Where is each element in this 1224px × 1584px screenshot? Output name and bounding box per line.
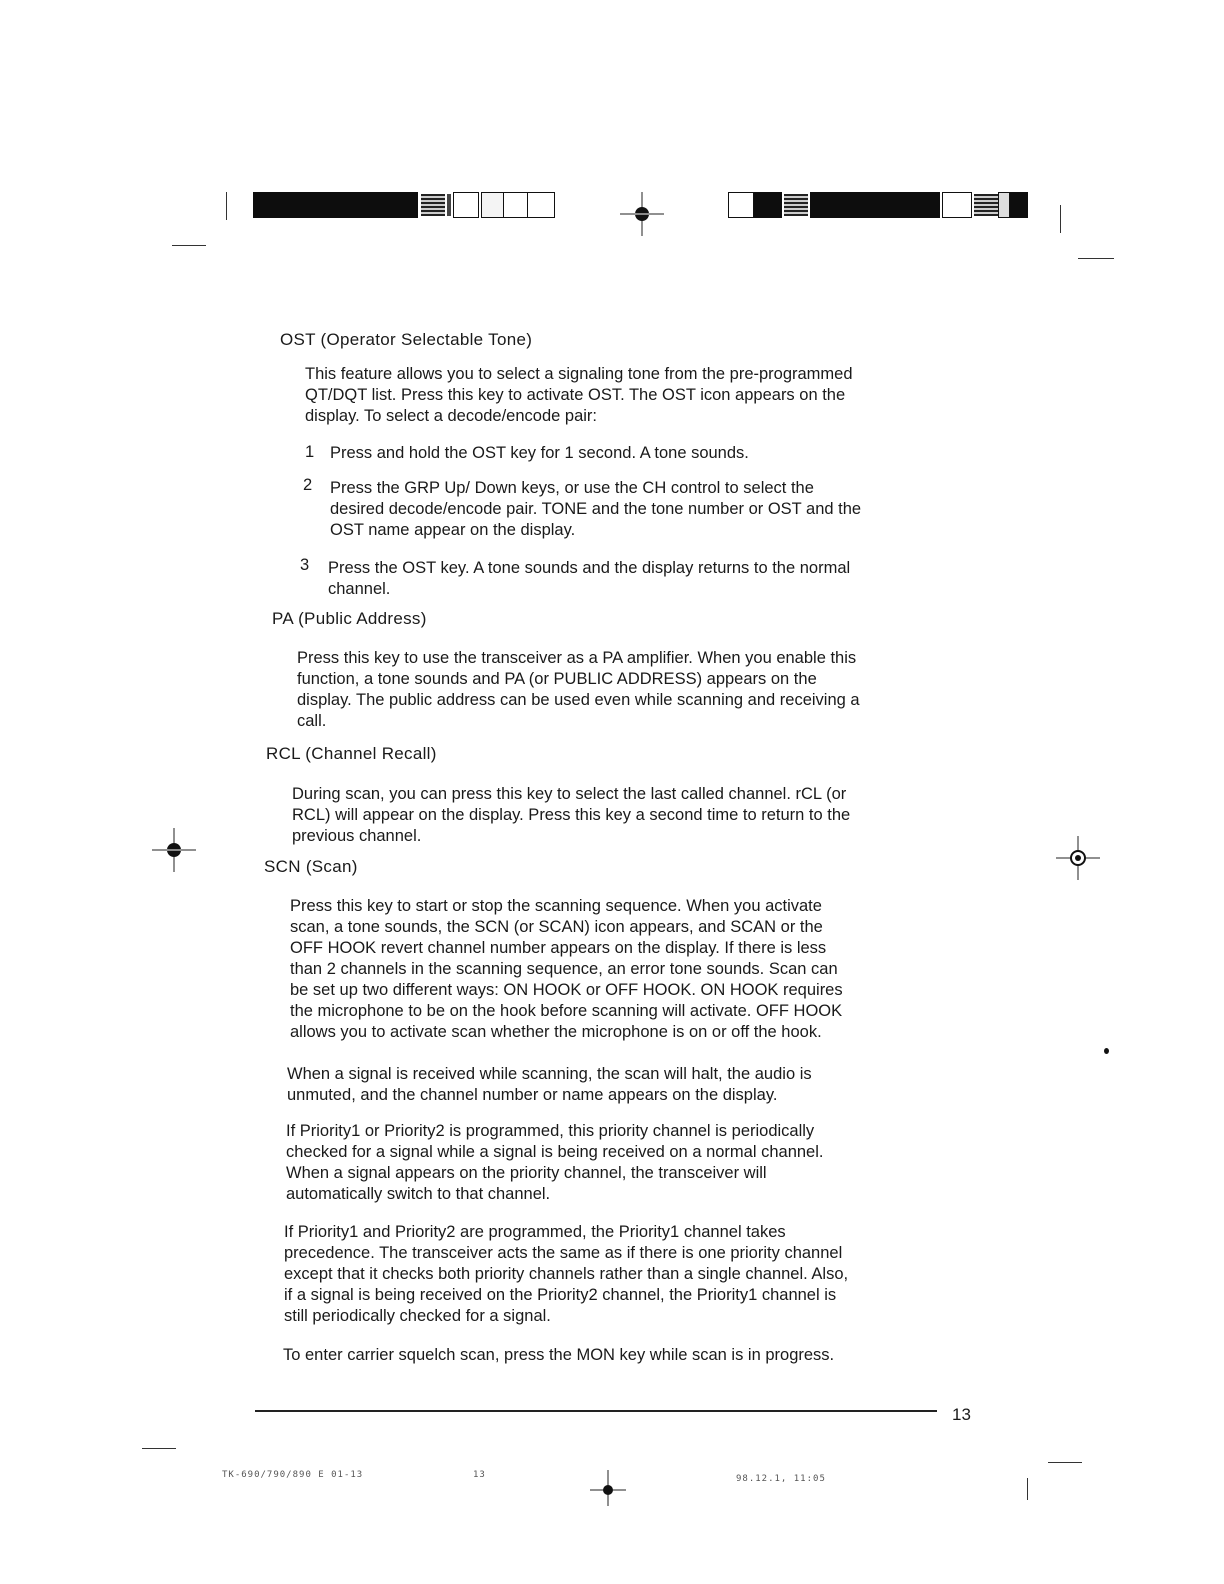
speck	[1104, 1048, 1109, 1054]
footer-rule	[255, 1410, 937, 1412]
step-number: 2	[303, 476, 313, 494]
crop-mark	[1078, 258, 1114, 259]
scn-paragraph: When a signal is received while scanning, the scan will halt, the audio is unmuted, and the channel number or name appears on the display.	[287, 1065, 812, 1104]
crop-mark	[1060, 205, 1061, 233]
step-text: Press and hold the OST key for 1 second. A tone sounds.	[330, 444, 749, 462]
step-number: 3	[300, 556, 310, 574]
section-title-rcl: RCL (Channel Recall)	[266, 744, 437, 763]
step-text: Press the GRP Up/ Down keys, or use the CH control to select the desired decode/encode pair. TONE and the tone number or OST and the OST name appear on the display.	[330, 479, 862, 539]
footer-center: 13	[473, 1470, 486, 1480]
step-number: 1	[305, 443, 315, 461]
registration-mark-icon	[152, 828, 196, 872]
step-text: Press the OST key. A tone sounds and the display returns to the normal channel.	[328, 559, 851, 598]
scn-paragraph: Press this key to start or stop the scanning sequence. When you activate scan, a tone sounds, the SCN (or SCAN) icon appears, and SCAN or the OFF HOOK revert channel number appears on the display. If there is less than 2 channels in the scanning sequence, an error tone sounds. Scan can be set up two different ways: ON HOOK or OFF HOOK. ON HOOK requires the microphone to be on the hook before scanning will activate. OFF HOOK allows you to activate scan whether the microphone is on or off the hook.	[290, 897, 843, 1041]
crop-mark	[1027, 1478, 1028, 1500]
scn-paragraph: To enter carrier squelch scan, press the MON key while scan is in progress.	[283, 1346, 835, 1364]
color-bar-right	[728, 192, 1028, 218]
crop-mark	[142, 1448, 176, 1449]
registration-mark-icon	[1056, 836, 1100, 880]
pa-body: Press this key to use the transceiver as a PA amplifier. When you enable this function, a tone sounds and PA (or PUBLIC ADDRESS) appears on the display. The public address can be used even while scanning and receiving a call.	[297, 649, 860, 730]
registration-mark-icon	[620, 192, 664, 236]
section-title-ost: OST (Operator Selectable Tone)	[280, 330, 533, 349]
page-number: 13	[952, 1405, 971, 1424]
scn-paragraph: If Priority1 or Priority2 is programmed, this priority channel is periodically checked for a signal while a signal is being received on a normal channel. When a signal appears on the priority channel, the transceiver will automatically switch to that channel.	[286, 1122, 824, 1203]
footer-right: 98.12.1, 11:05	[736, 1474, 826, 1484]
footer-left: TK-690/790/890 E 01-13	[222, 1470, 364, 1480]
crop-mark	[226, 192, 227, 220]
ost-intro: This feature allows you to select a signaling tone from the pre-programmed QT/DQT list. Press this key to activate OST. The OST icon appears on the display. To select a decode/encode pair:	[305, 365, 853, 425]
section-title-pa: PA (Public Address)	[272, 609, 427, 628]
crop-mark	[1048, 1462, 1082, 1463]
scn-paragraph: If Priority1 and Priority2 are programmed, the Priority1 channel takes precedence. The transceiver acts the same as if there is one priority channel except that it checks both priority channels rather than a single channel. Also, if a signal is being received on the Priority2 channel, the Priority1 channel is still periodically checked for a signal.	[284, 1223, 849, 1325]
color-bar-left	[253, 192, 555, 218]
rcl-body: During scan, you can press this key to select the last called channel. rCL (or RCL) will appear on the display. Press this key a second time to return to the previous channel.	[292, 785, 851, 845]
crop-mark	[172, 245, 206, 246]
registration-mark-icon	[590, 1470, 626, 1506]
section-title-scn: SCN (Scan)	[264, 857, 358, 876]
